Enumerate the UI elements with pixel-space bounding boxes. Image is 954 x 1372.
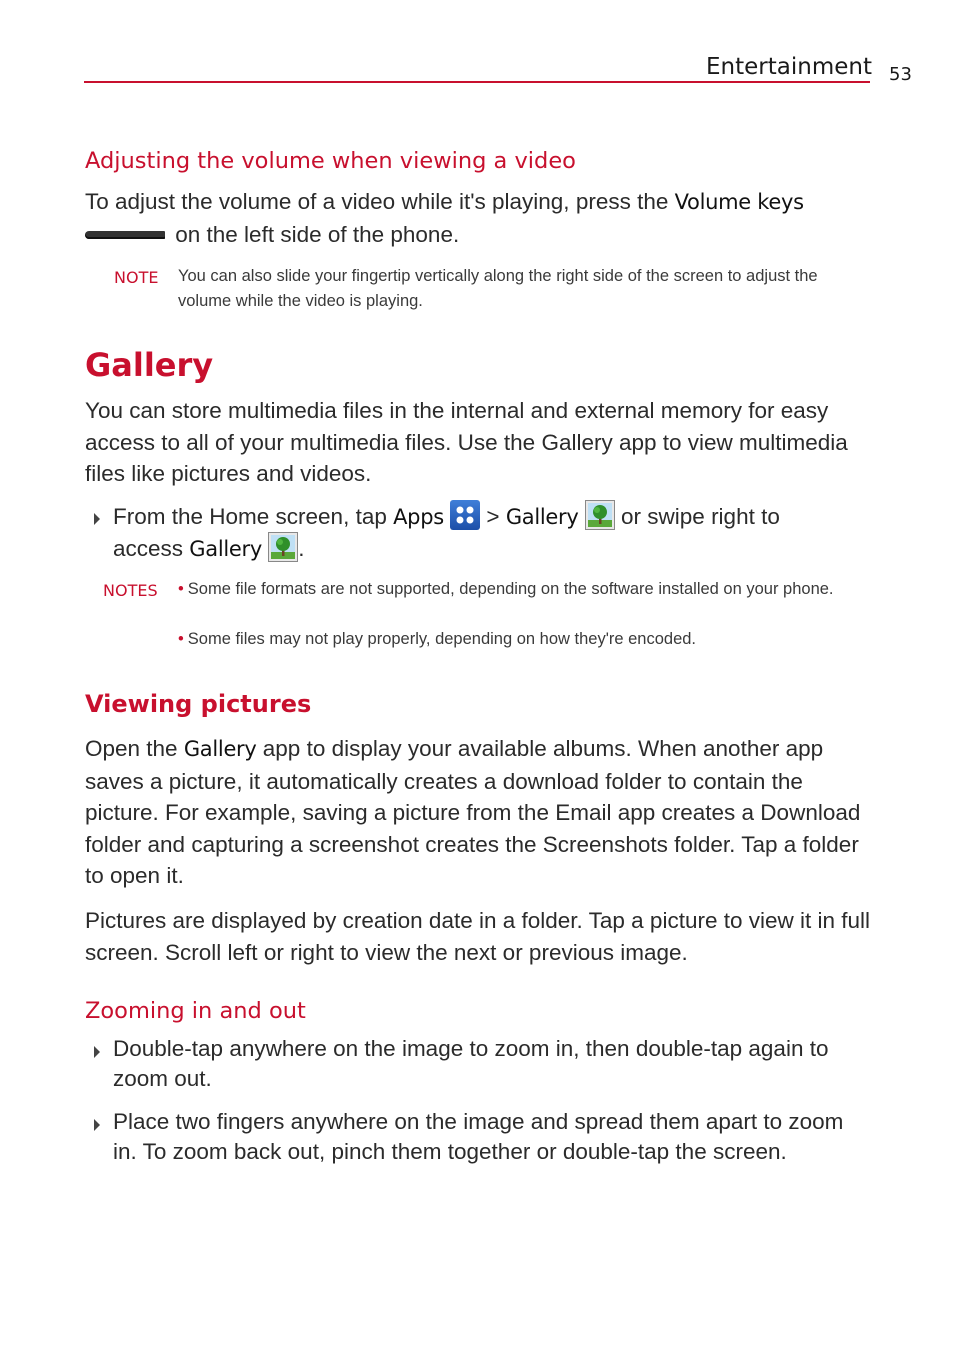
step-text-2: > bbox=[480, 504, 506, 529]
note-item-text: Some file formats are not supported, depending on the software installed on your phone. bbox=[187, 580, 834, 598]
viewing-gallery-label: Gallery bbox=[183, 737, 257, 761]
apps-label: Apps bbox=[393, 505, 444, 529]
triangle-bullet-icon bbox=[94, 1119, 100, 1131]
section-title: Entertainment bbox=[706, 54, 872, 80]
gallery-title: Gallery bbox=[85, 346, 214, 384]
gallery-tree-icon bbox=[585, 500, 615, 530]
viewing-paragraph-1 bbox=[85, 733, 875, 892]
volume-text-after: on the left side of the phone. bbox=[169, 221, 460, 247]
note-label: NOTE bbox=[114, 268, 159, 287]
gallery-step bbox=[113, 500, 843, 564]
zoom-bullet: Double-tap anywhere on the image to zoom in, then double-tap again to zoom out. bbox=[113, 1036, 829, 1091]
viewing-p1-before: Open the bbox=[85, 736, 184, 761]
volume-key-icon bbox=[85, 231, 165, 239]
zoom-heading: Zooming in and out bbox=[85, 998, 306, 1024]
apps-grid-icon bbox=[450, 500, 480, 530]
gallery-label-1: Gallery bbox=[505, 505, 579, 529]
viewing-paragraph-2: Pictures are displayed by creation date in a folder. Tap a picture to view it in full screen. Scroll left or right to view the next or previous image. bbox=[85, 908, 871, 965]
gallery-label-2: Gallery bbox=[189, 537, 262, 561]
volume-keys-label: Volume keys bbox=[674, 190, 804, 214]
step-text-1: From the Home screen, tap bbox=[113, 504, 394, 529]
step-text-3: or swipe right to access bbox=[113, 504, 780, 561]
note-item: • Some files may not play properly, depending on how they're encoded. bbox=[178, 630, 697, 648]
triangle-bullet-icon bbox=[94, 1046, 100, 1058]
gallery-intro: You can store multimedia files in the internal and external memory for easy access to all of your multimedia files. Use the Gallery app to view multimedia files like pictures and videos. bbox=[85, 398, 848, 486]
page-number: 53 bbox=[889, 64, 912, 85]
triangle-bullet-icon bbox=[94, 513, 100, 525]
volume-text-before: To adjust the volume of a video while it's playing, press the bbox=[85, 189, 675, 214]
header-divider bbox=[84, 81, 870, 83]
note-item: • Some file formats are not supported, depending on the software installed on your phone. bbox=[178, 580, 834, 598]
volume-paragraph bbox=[85, 186, 875, 250]
zoom-bullet: Place two fingers anywhere on the image and spread them apart to zoom in. To zoom back out, pinch them together or double-tap the screen. bbox=[113, 1109, 844, 1164]
step-text-4: . bbox=[298, 536, 305, 561]
viewing-heading: Viewing pictures bbox=[85, 690, 312, 718]
notes-label: NOTES bbox=[103, 581, 158, 600]
note-text: You can also slide your fingertip vertically along the right side of the screen to adjust the volume while the video is playing. bbox=[178, 267, 818, 310]
volume-heading: Adjusting the volume when viewing a video bbox=[85, 148, 576, 174]
viewing-p1-after: app to display your available albums. When another app saves a picture, it automatically creates a download folder to contain the picture. For example, saving a picture from the Email app creates a Download folder and capturing a screenshot creates the Screenshots folder. Tap a folder to open it. bbox=[85, 736, 861, 888]
note-item-text: Some files may not play properly, depending on how they're encoded. bbox=[187, 630, 697, 648]
gallery-tree-icon bbox=[268, 532, 298, 562]
